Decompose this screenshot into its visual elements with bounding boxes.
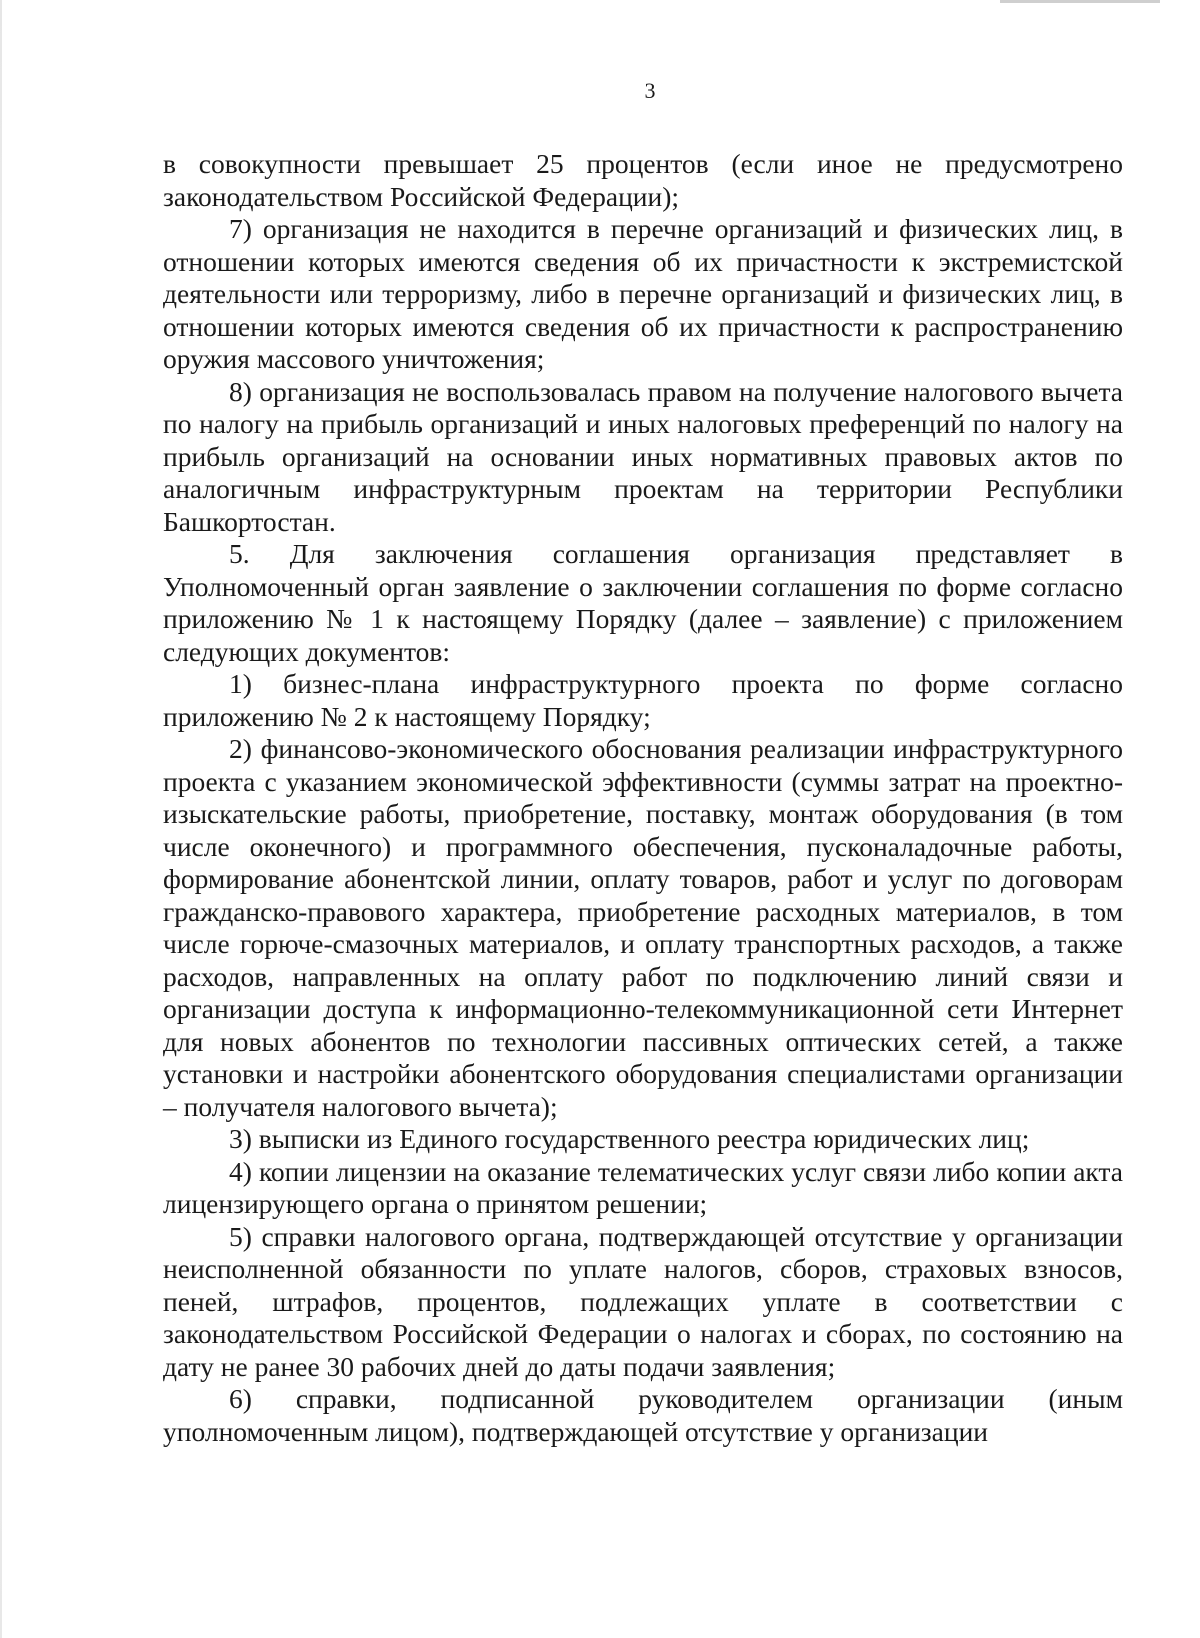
paragraph-item-8: 8) организация не воспользовалась правом на получение налогового вычета по налогу на прибыль организаций и иных налоговых преференций по налогу на прибыль организаций на основании иных нормативных правовых актов по аналогичным инфраструктурным проектам на территории Республики Башкортостан. bbox=[163, 375, 1123, 537]
paragraph-item-7: 7) организация не находится в перечне организаций и физических лиц, в отношении которых имеются сведения об их причастности к экстремистской деятельности или терроризму, либо в перечне организаций и физических лиц, в отношении которых имеются сведения об их причастности к распространению оружия массового уничтожения; bbox=[163, 213, 1123, 374]
paragraph-doc-5: 5) справки налогового органа, подтверждающей отсутствие у организации неисполненной обязанности по уплате налогов, сборов, страховых взносов, пеней, штрафов, процентов, подлежащих уплате в соответствии с законодательством Российской Федерации о налогах и сборах, по состоянию на дату не ранее 30 рабочих дней до даты подачи заявления; bbox=[163, 1220, 1123, 1382]
document-body bbox=[163, 148, 1123, 1448]
paragraph-doc-3: 3) выписки из Единого государственного реестра юридических лиц; bbox=[229, 1123, 1030, 1154]
paragraph-doc-1: 1) бизнес-плана инфраструктурного проекта по форме согласно приложению № 2 к настоящему Порядку; bbox=[163, 668, 1123, 732]
scan-edge-left bbox=[0, 0, 2, 1638]
scan-edge-top bbox=[1000, 0, 1160, 3]
paragraph-doc-2: 2) финансово-экономического обоснования реализации инфраструктурного проекта с указанием экономической эффективности (суммы затрат на проектно-изыскательские работы, приобретение, поставку, монтаж оборудования (в том числе оконечного) и программного обеспечения, пусконаладочные работы, формирование абонентской линии, оплату товаров, работ и услуг по договорам гражданско-правового характера, приобретение расходных материалов, в том числе горюче-смазочных материалов, и оплату транспортных расходов, а также расходов, направленных на оплату работ по подключению линий связи и организации доступа к информационно-телекоммуникационной сети Интернет для новых абонентов по технологии пассивных оптических сетей, а также установки и настройки абонентского оборудования специалистами организации – получателя налогового вычета); bbox=[163, 733, 1123, 1122]
paragraph-doc-6: 6) справки, подписанной руководителем организации (иным уполномоченным лицом), подтверждающей отсутствие у организации bbox=[163, 1383, 1123, 1447]
page-number: 3 bbox=[644, 78, 656, 103]
paragraph-section-5: 5. Для заключения соглашения организация представляет в Уполномоченный орган заявление о заключении соглашения по форме согласно приложению № 1 к настоящему Порядку (далее – заявление) с приложением следующих документов: bbox=[163, 538, 1123, 667]
paragraph-doc-4: 4) копии лицензии на оказание телематических услуг связи либо копии акта лицензирующего органа о принятом решении; bbox=[163, 1155, 1123, 1219]
paragraph-continuation: в совокупности превышает 25 процентов (если иное не предусмотрено законодательством Российской Федерации); bbox=[163, 148, 1123, 212]
